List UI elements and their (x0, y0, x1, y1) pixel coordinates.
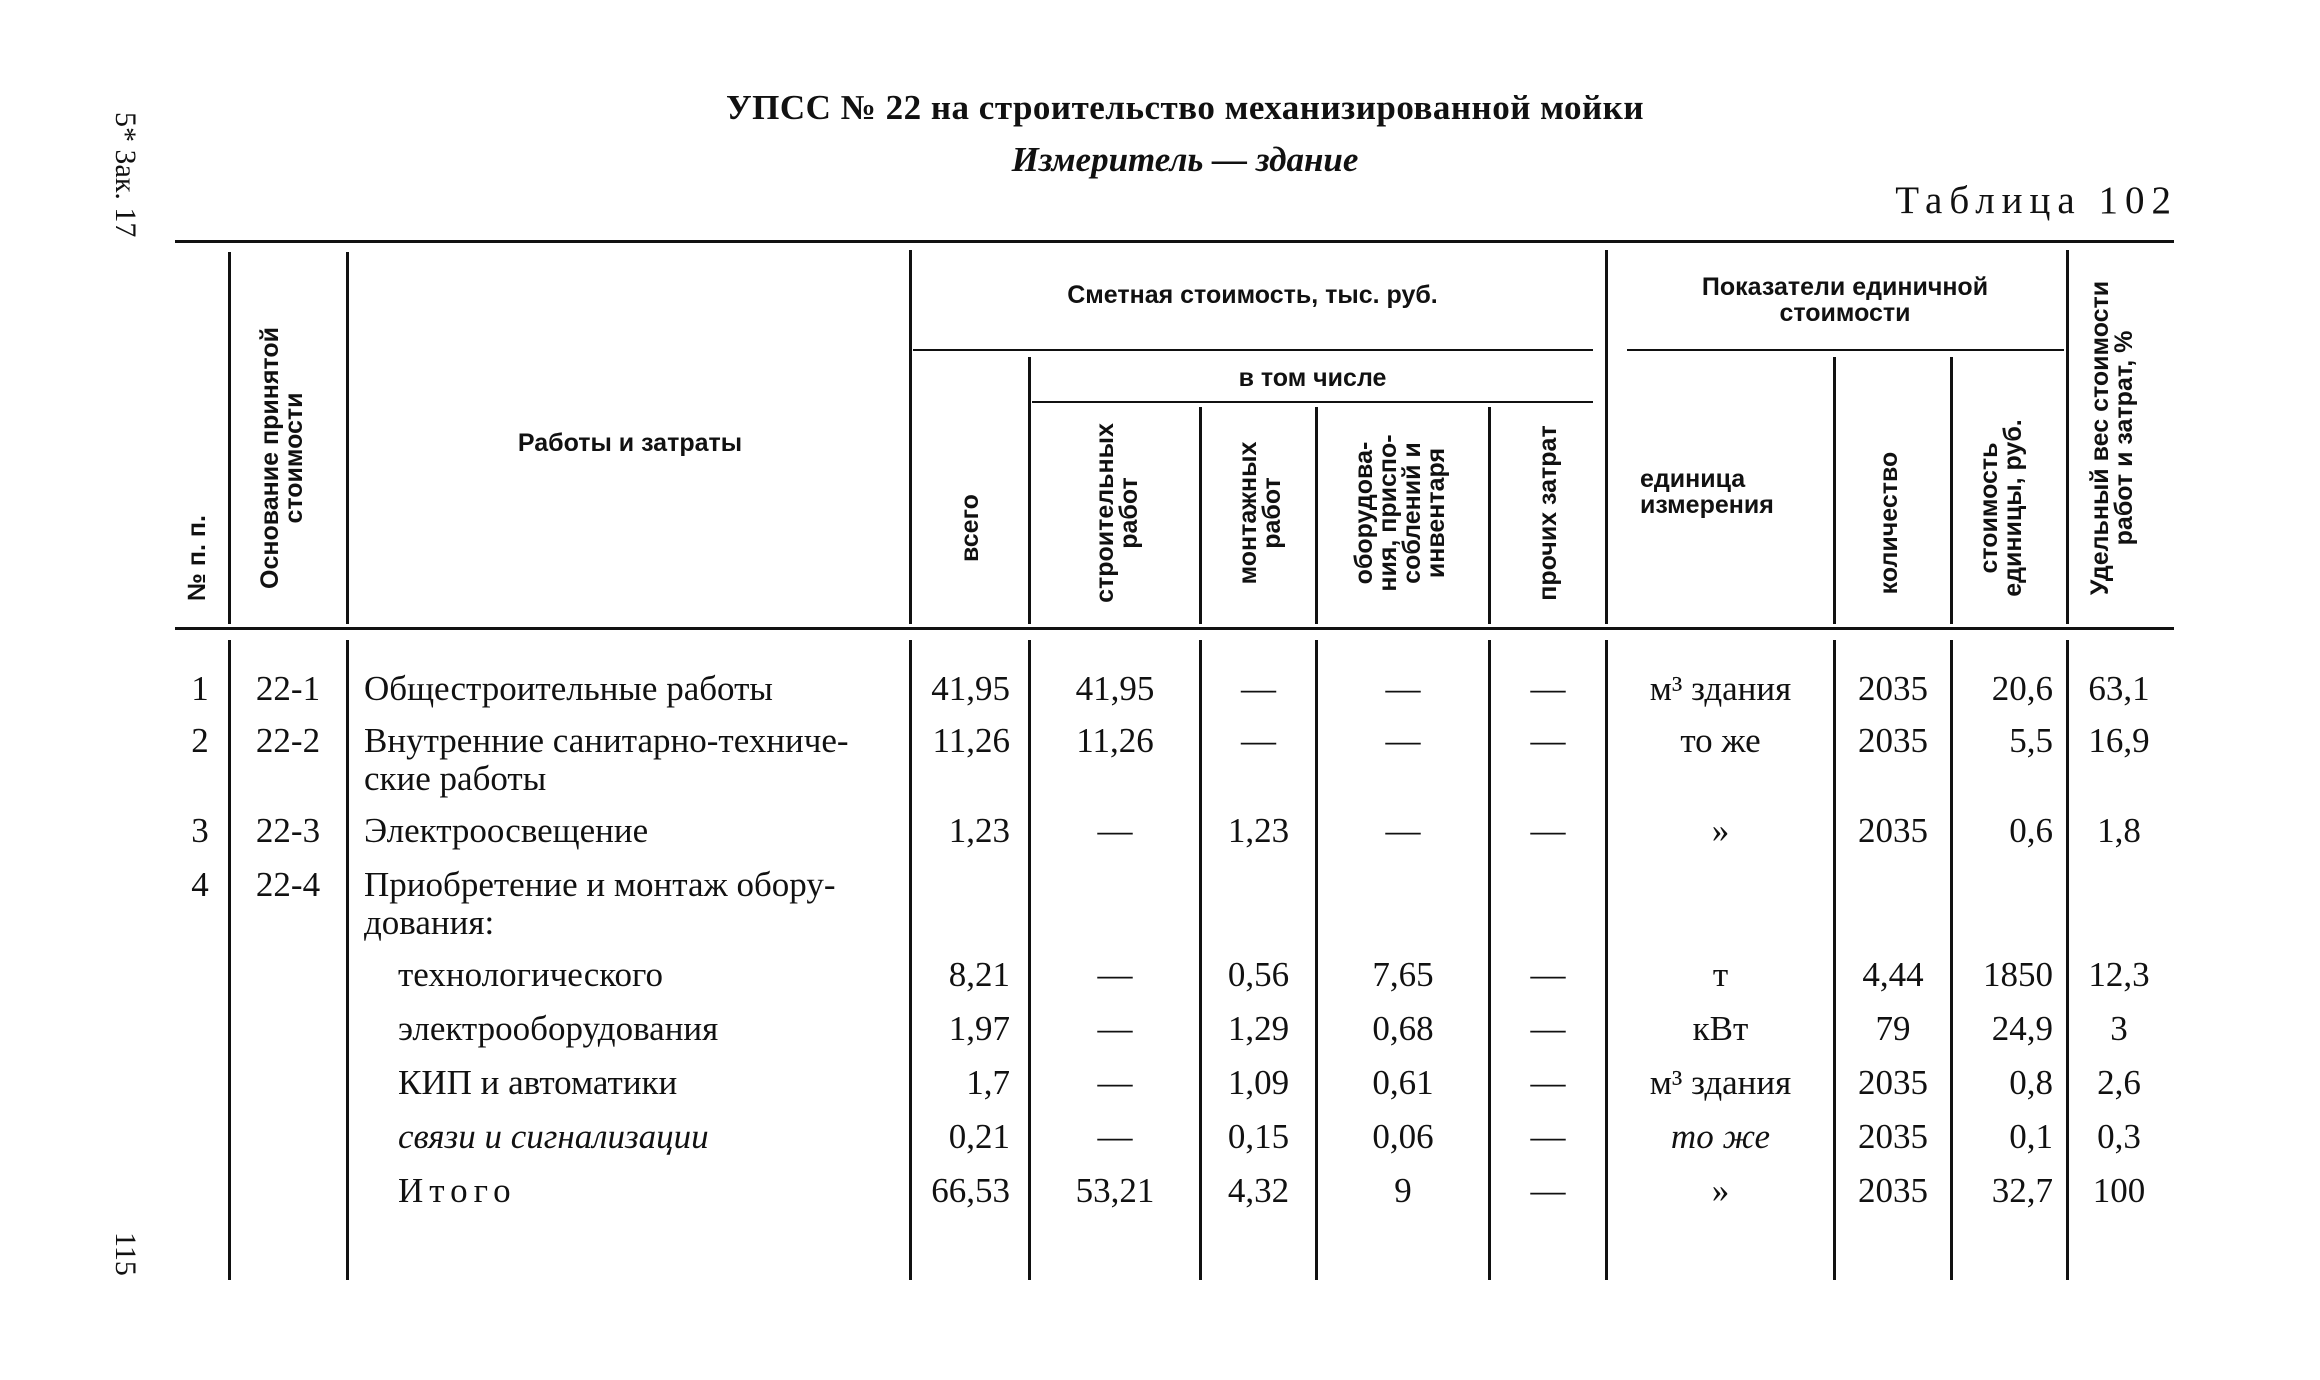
cell-equip: 7,65 (1372, 955, 1434, 994)
cell-unit: м³ здания (1649, 669, 1792, 708)
vline-h8 (1605, 250, 1608, 624)
cell-total: 1,23 (948, 811, 1010, 850)
cell-share: 63,1 (2088, 669, 2150, 708)
cell-basis: 22-3 (255, 811, 321, 850)
cell-install: 1,23 (1227, 811, 1290, 850)
cell-unit: » (1711, 1171, 1730, 1210)
cell-total: 1,97 (948, 1009, 1010, 1048)
cell-constr: 41,95 (1075, 669, 1155, 708)
incl-rule (1032, 401, 1593, 403)
cell-share: 100 (2092, 1171, 2146, 1210)
cell-other: — (1530, 1171, 1566, 1210)
header-other: прочих затрат (1534, 425, 1562, 601)
cell-constr: — (1097, 1009, 1133, 1048)
vline-b2 (346, 640, 349, 1280)
header-construction: строительных работ (1091, 423, 1143, 603)
cell-work: Приобретение и монтаж обору-дования: (364, 865, 836, 942)
cell-equip: 0,61 (1372, 1063, 1434, 1102)
vline-h2 (346, 252, 349, 624)
header-equipment: оборудова- ния, приспо- соблений и инвентаря (1350, 434, 1450, 592)
cell-share: 3 (2110, 1009, 2128, 1048)
cell-ucost: 0,6 (2009, 811, 2053, 850)
cell-work: Итого (398, 1171, 517, 1210)
cell-install: — (1241, 721, 1276, 760)
cost-group-rule (913, 349, 1593, 351)
vline-b1 (228, 640, 231, 1280)
cell-equip: 0,68 (1372, 1009, 1434, 1048)
cell-qty: 2035 (1858, 721, 1928, 760)
header-basis: Основание принятой стоимости (256, 327, 308, 589)
cell-num: 4 (191, 865, 209, 904)
cell-unit: то же (1670, 1117, 1771, 1156)
cell-unit: кВт (1692, 1009, 1749, 1048)
cell-work: связи и сигнализации (398, 1117, 709, 1156)
header-unit: единица измерения (1640, 465, 1774, 519)
header-unit-cost: стоимость единицы, руб. (1975, 419, 2027, 597)
vline-h4 (1028, 357, 1031, 624)
cell-qty: 2035 (1858, 669, 1928, 708)
top-rule (175, 240, 2174, 243)
cell-ucost: 20,6 (1991, 669, 2053, 708)
cell-share: 0,3 (2097, 1117, 2141, 1156)
cell-other: — (1530, 955, 1566, 994)
cell-qty: 2035 (1858, 1063, 1928, 1102)
header-works: Работы и затраты (517, 429, 743, 457)
cell-work: Общестроительные работы (364, 669, 773, 708)
cell-constr: — (1097, 955, 1133, 994)
cell-unit: » (1711, 811, 1730, 850)
cell-ucost: 0,1 (2009, 1117, 2053, 1156)
cell-basis: 22-2 (255, 721, 321, 760)
cell-qty: 4,44 (1862, 955, 1924, 994)
header-num: № п. п. (183, 515, 211, 601)
cell-other: — (1530, 1063, 1566, 1102)
cell-ucost: 24,9 (1991, 1009, 2053, 1048)
document-title: УПСС № 22 на строительство механизированной мойки (726, 88, 1644, 127)
cell-share: 16,9 (2088, 721, 2150, 760)
cell-work: технологического (398, 955, 663, 994)
cell-constr: 11,26 (1076, 721, 1154, 760)
cell-unit: т (1712, 955, 1729, 994)
cell-total: 11,26 (932, 721, 1010, 760)
cell-ucost: 1850 (1983, 955, 2053, 994)
indicators-group-rule (1627, 349, 2064, 351)
header-quantity: количество (1875, 451, 1903, 595)
cell-total: 8,21 (948, 955, 1010, 994)
vline-h5 (1199, 407, 1202, 624)
cell-other: — (1530, 1009, 1566, 1048)
cell-work: электрооборудования (398, 1009, 719, 1048)
vline-h6 (1315, 407, 1318, 624)
cell-num: 2 (191, 721, 209, 760)
cell-work: КИП и автоматики (398, 1063, 678, 1102)
cell-qty: 2035 (1858, 1117, 1928, 1156)
cell-install: — (1241, 669, 1276, 708)
cell-equip: — (1385, 811, 1421, 850)
cell-work: Электроосвещение (364, 811, 649, 850)
cell-work: Внутренние санитарно-техниче-ские работы (364, 721, 849, 798)
cell-ucost: 0,8 (2009, 1063, 2053, 1102)
cell-qty: 2035 (1858, 1171, 1928, 1210)
cell-qty: 2035 (1858, 811, 1928, 850)
cell-basis: 22-4 (255, 865, 321, 904)
header-incl: в том числе (1238, 364, 1387, 392)
cell-total: 1,7 (966, 1063, 1010, 1102)
document-subtitle: Измеритель — здание (1011, 140, 1359, 179)
cell-share: 2,6 (2097, 1063, 2141, 1102)
cell-num: 3 (191, 811, 209, 850)
vline-h7 (1488, 407, 1491, 624)
cell-ucost: 32,7 (1991, 1171, 2053, 1210)
vline-h10 (1950, 357, 1953, 624)
cell-constr: — (1097, 1117, 1133, 1156)
cell-equip: — (1385, 721, 1421, 760)
cell-num: 1 (191, 669, 209, 708)
cell-install: 0,15 (1227, 1117, 1290, 1156)
vline-h3 (909, 250, 912, 624)
table-label: Таблица 102 (1895, 179, 2178, 222)
cell-total: 41,95 (931, 669, 1010, 708)
cell-ucost: 5,5 (2009, 721, 2053, 760)
cell-install: 0,56 (1227, 955, 1290, 994)
cell-other: — (1530, 1117, 1566, 1156)
cell-other: — (1530, 669, 1566, 708)
header-bottom-rule (175, 627, 2174, 630)
cell-constr: 53,21 (1075, 1171, 1155, 1210)
cell-install: 1,09 (1227, 1063, 1290, 1102)
header-total: всего (956, 494, 984, 562)
vline-h11 (2066, 250, 2069, 624)
cell-unit: м³ здания (1649, 1063, 1792, 1102)
cell-share: 1,8 (2097, 811, 2141, 850)
cell-install: 1,29 (1227, 1009, 1290, 1048)
vline-h9 (1833, 357, 1836, 624)
cell-equip: — (1385, 669, 1421, 708)
cell-other: — (1530, 721, 1566, 760)
cell-equip: 9 (1394, 1171, 1412, 1210)
cell-unit: то же (1680, 721, 1761, 760)
cell-equip: 0,06 (1372, 1117, 1434, 1156)
side-page-number: 115 (109, 1232, 142, 1276)
header-share: Удельный вес стоимости работ и затрат, % (2086, 280, 2138, 596)
header-indicators-group: Показатели единичной стоимости (1701, 273, 1989, 327)
header-installation: монтажных работ (1234, 441, 1286, 585)
header-cost-group: Сметная стоимость, тыс. руб. (1067, 281, 1438, 309)
cell-install: 4,32 (1227, 1171, 1290, 1210)
cell-constr: — (1097, 811, 1133, 850)
cell-share: 12,3 (2088, 955, 2150, 994)
vline-h1 (228, 252, 231, 624)
cell-constr: — (1097, 1063, 1133, 1102)
cell-other: — (1530, 811, 1566, 850)
cell-qty: 79 (1875, 1009, 1911, 1048)
side-note-top: 5* Зак. 17 (109, 112, 142, 238)
cell-total: 66,53 (931, 1171, 1010, 1210)
cell-basis: 22-1 (255, 669, 321, 708)
cell-total: 0,21 (948, 1117, 1010, 1156)
